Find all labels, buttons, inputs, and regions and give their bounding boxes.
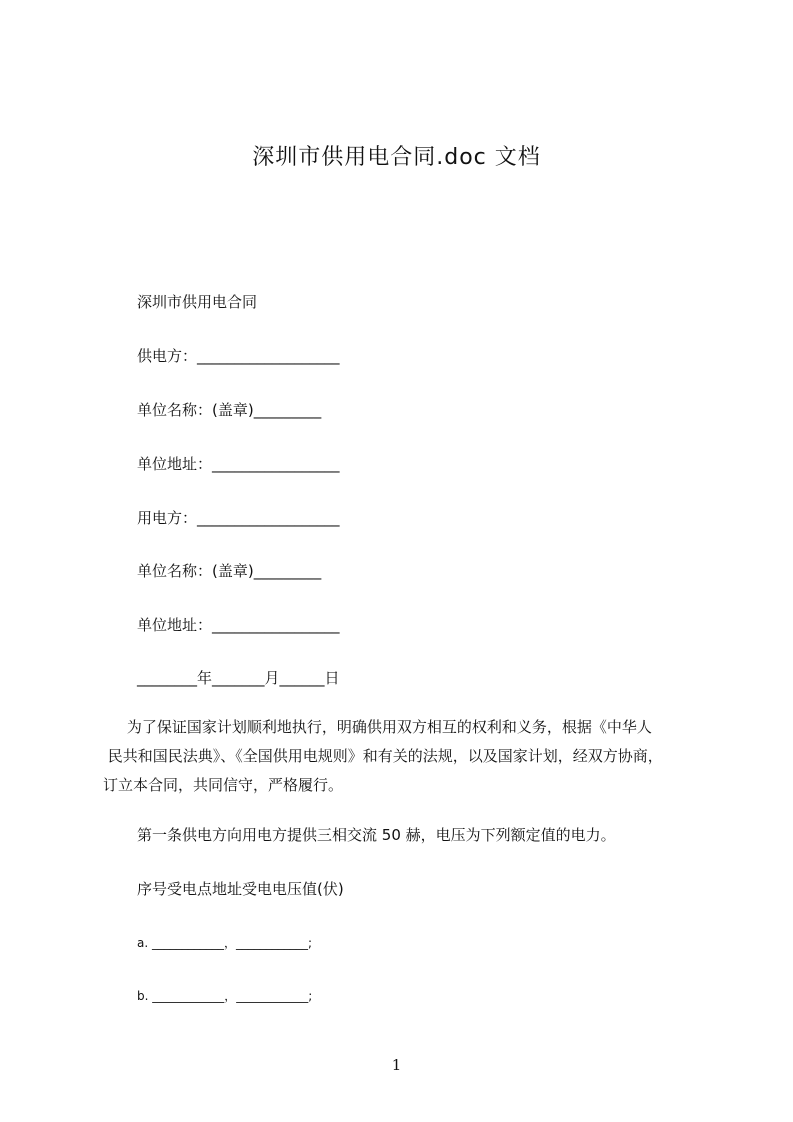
supplier-address-field: 单位地址：_________________: [137, 455, 340, 473]
page-number: 1: [391, 1056, 402, 1074]
preamble-line: 为了保证国家计划顺利地执行，明确供用双方相互的权利和义务，根据《中华人: [103, 718, 652, 736]
preamble-line: 订立本合同，共同信守，严格履行。: [103, 776, 344, 794]
consumer-address-field: 单位地址：_________________: [137, 616, 340, 634]
preamble-paragraph: [103, 713, 703, 800]
supplier-unit-name-field: 单位名称：(盖章)_________: [137, 401, 322, 419]
supplier-field: 供电方：___________________: [137, 347, 340, 365]
article-1: 第一条供电方向用电方提供三相交流 50 赫，电压为下列额定值的电力。: [137, 826, 616, 844]
date-field: ________年_______月______日: [137, 669, 340, 687]
document-title: 深圳市供用电合同.doc 文档: [252, 145, 541, 170]
item-a: a. ____________，____________;: [137, 936, 313, 950]
item-b: b. ____________，____________;: [137, 989, 313, 1003]
consumer-field: 用电方：___________________: [137, 509, 340, 527]
preamble-line: 民共和国民法典》、《全国供用电规则》和有关的法规，以及国家计划，经双方协商，: [103, 747, 663, 765]
contract-heading: 深圳市供用电合同: [137, 293, 258, 311]
consumer-unit-name-field: 单位名称：(盖章)_________: [137, 562, 322, 580]
table-header-line: 序号受电点地址受电电压值(伏): [137, 880, 344, 898]
